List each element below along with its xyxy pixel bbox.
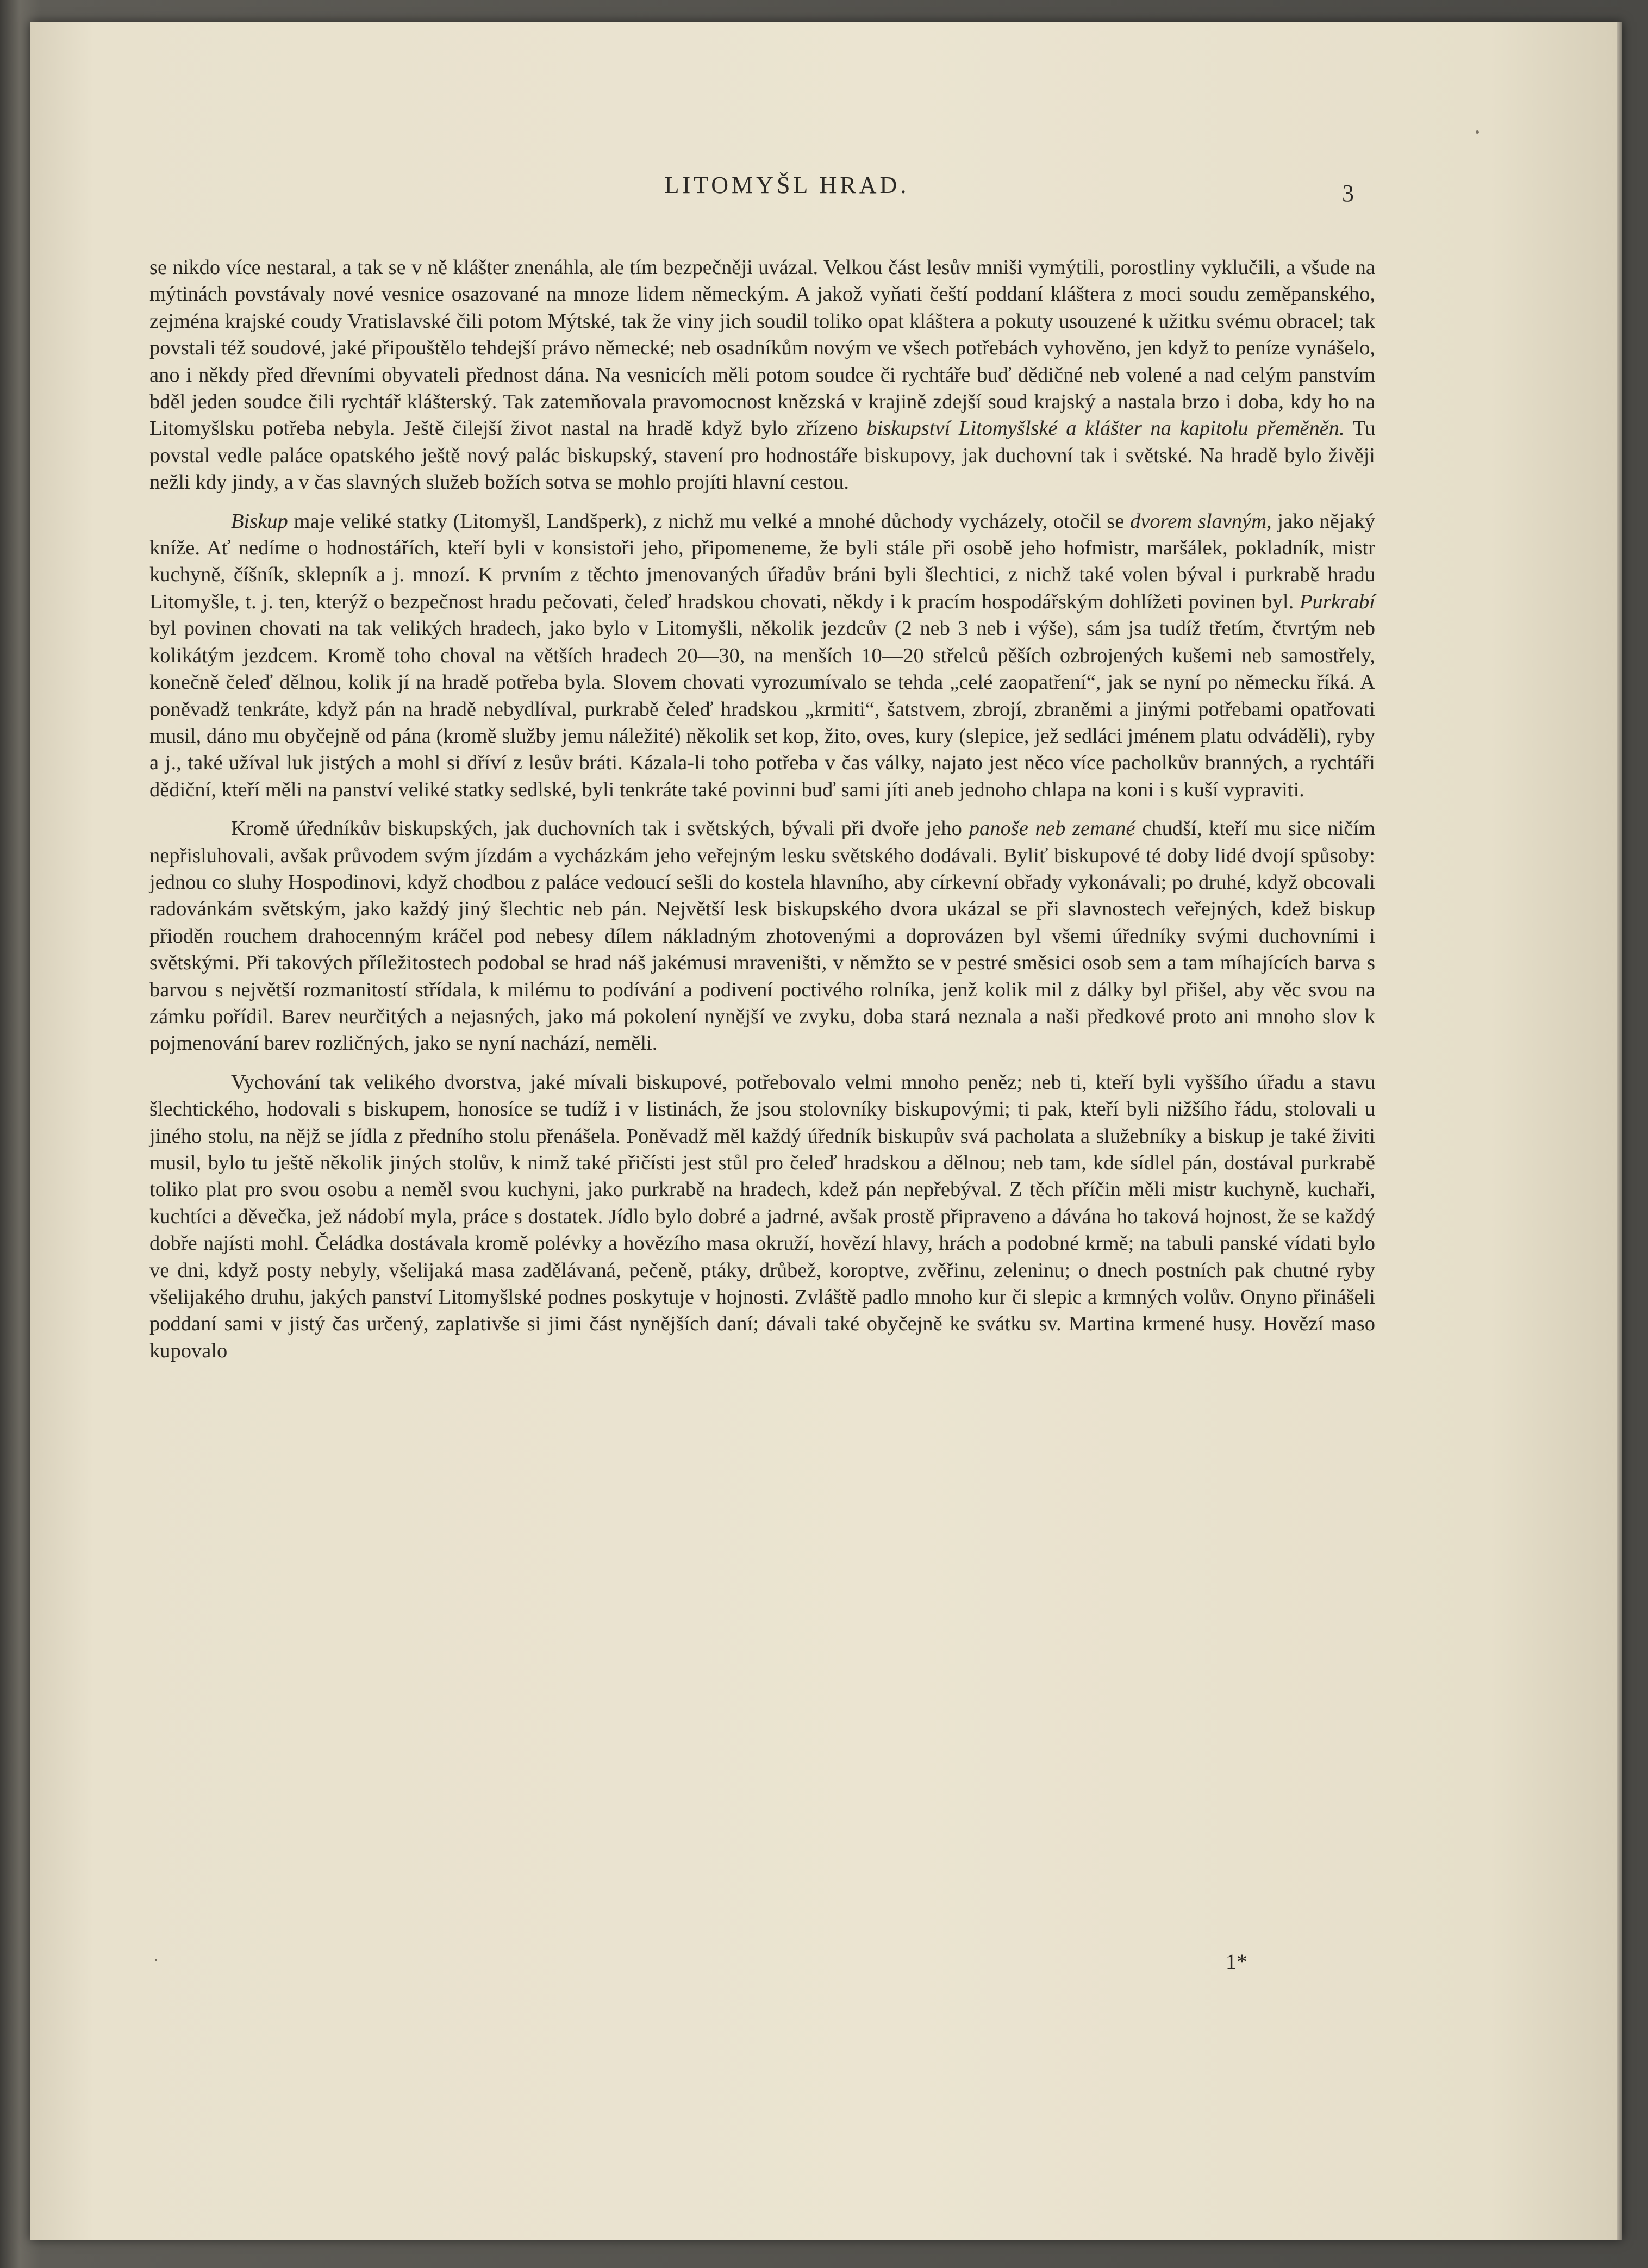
page-edge: [1617, 22, 1622, 2240]
paragraph: [149, 508, 1375, 803]
paragraph: [149, 1069, 1375, 1364]
text-run: byl povinen chovati na tak velikých hradech, jako bylo v Litomyšli, několik jezdcův (2 neb 3 neb i výše), sám jsa tudíž třetím, čtvrtým neb kolikátým jezdcem. Kromě toho choval na větších hradech 20—30, na menších 10—20 střelců pěších ozbrojených kušemi neb samostřely, konečně čeleď dělnou, kolik jí na hradě potřeba byla. Slovem chovati vyrozumívalo se tehda „celé zaopatření“, jak se nyní po německu říká. A poněvadž tenkráte, když pán na hradě nebydlíval, purkrabě čeleď hradskou „krmiti“, šatstvem, zbrojí, zbraněmi a jinými potřebami opatřovati musil, dáno mu obyčejně od pána (kromě služby jemu náležité) několik set kop, žito, oves, kury (slepice, jež sedláci jménem platu odváděli), ryby a j., také užíval luk jistých a mohl si dříví z lesův bráti. Kázala-li toho potřeba v čas války, najato jest něco více pacholkův branných, a rychtáři dědiční, kteří měli na panství veliké statky sedlské, byli tenkráte také povinni buď sami jíti aneb jednoho chlapa na koni i s kuší vypraviti.: [149, 617, 1375, 801]
page-number: 3: [1342, 180, 1354, 207]
text-run: jako nějaký kníže. Ať nedíme o hodnostářích, kteří byli v konsistoři jeho, připomeneme, že byli stále při osobě jeho hofmistr, maršálek, pokladník, mistr kuchyně, číšník, sklepník a j. mnozí. K prvním z těchto jmenovaných úřadův bráni byli šlechtici, z nichž také volen býval i purkrabě hradu Litomyšle, t. j. ten, kterýž o bezpečnost hradu pečovati, čeleď hradskou chovati, někdy i k pracím hospodářským dohlížeti povinen byl.: [149, 509, 1375, 613]
italic-run: Purkrabí: [1299, 590, 1375, 613]
italic-run: dvorem slavným,: [1130, 509, 1272, 533]
text-run: chudší, kteří mu sice ničím nepřisluhovali, avšak průvodem svým jízdám a vycházkám jeho veřejným lesku světského dodávali. Byliť biskupové té doby lidé dvojí spůsoby: jednou co sluhy Hospodinovi, když chodbou z paláce vedoucí sešli do kostela hlavního, aby církevní obřady vykonávali; po druhé, když obcovali radovánkám světským, jako každý jiný šlechtic neb pán. Největší lesk biskupského dvora ukázal se při slavnostech veřejných, kdež biskup přioděn rouchem drahocenným kráčel pod nebesy dílem nákladným zhotovenými a doprovázen byl všemi úředníky svými duchovními i světskými. Při takových příležitostech podobal se hrad náš jakémusi mraveništi, v němžto se v pestré směsici osob sem a tam míhajících barva s barvou s největší rozmanitostí střídala, k milému to podívání a podivení poctivého rolníka, jenž kolik mil z dálky byl přišel, aby věc svou na zámku pořídil. Barev neurčitých a nejasných, jako má pokolení nynější ve zvyku, doba stará neznala a naši předkové proto ani mnoho slov k pojmenování barev rozličných, jako se nyní nachází, neměli.: [149, 817, 1376, 1055]
text-run: maje veliké statky (Litomyšl, Landšperk), z nichž mu velké a mnohé důchody vycházely, otočil se: [288, 509, 1131, 533]
text-run: Vychování tak velikého dvorstva, jaké mívali biskupové, potřebovalo velmi mnoho peněz; neb ti, kteří byli vyššího úřadu a stavu šlechtického, hodovali s biskupem, honosíce se tudíž i v listinách, že jsou stolovníky biskupovými; ti pak, kteří byli nižšího řádu, stolovali u jiného stolu, na nějž se jídla z předního stolu přenášela. Poněvadž měl každý úředník biskupův svá pacholata a služebníky a biskup je také živiti musil, bylo tu ještě několik jiných stolův, k nimž také přičísti jest stůl pro čeleď hradskou a dělnou; neb tam, kde sídlel pán, dostával purkrabě toliko plat pro svou osobu a neměl svou kuchyni, jako purkrabě na hradech, kdež pán nepřebýval. Z těch příčin měli mistr kuchyně, kuchaři, kuchtíci a děvečka, jež nádobí myla, práce s dostatek. Jídlo bylo dobré a jadrné, avšak prostě připraveno a dávána ho taková hojnost, že se každý dobře najísti mohl. Čeládka dostávala kromě polévky a hovězího masa okruží, hovězí hlavy, hrách a podobné krmě; na tabuli panské vídati bylo ve dni, když posty nebyly, všelijaká masa zadělávaná, pečeně, ptáky, drůbež, koroptve, zvěřinu, zeleninu; o dnech postních pak chutné ryby všelijakého druhu, jakých panství Litomyšlské podnes poskytuje v hojnosti. Zvláště padlo mnoho kur či slepic a krmných volův. Onyno přinášeli poddaní sami v jistý čas určený, zaplativše si jimi část nynějších daní; dávali také obyčejně ke svátku sv. Martina krmené husy. Hovězí maso kupovalo: [149, 1070, 1375, 1362]
text-run: Tu povstal vedle paláce opatského ještě nový palác biskupský, stavení pro hodnostáře biskupovy, jak duchovní tak i světské. Na hradě bylo živěji nežli kdy jindy, a v čas slavných služeb božích sotva se mohlo projíti hlavní cestou.: [149, 417, 1375, 494]
text-run: se nikdo více nestaral, a tak se v ně klášter znenáhla, ale tím bezpečněji uvázal. Velkou část lesův mniši vymýtili, porostliny vyklučili, a všude na mýtinách povstávaly nové vesnice osazované na mnoze lidem německým. A jakož vyňati čeští poddaní kláštera z moci soudu zeměpanského, zejména krajské coudy Vratislavské čili potom Mýtské, tak že viny jich soudil toliko opat kláštera a pokuty usouzené k užitku svému obracel; tak povstali též soudové, jaké připouštělo tehdejší právo německé; neb osadníkům novým ve všech potřebách vyhověno, jen když to peníze vynášelo, ano i někdy před dřevními obyvateli přednost dána. Na vesnicích měli potom soudce či rychtáře buď dědičné neb volené a nad celým panstvím bděl jeden soudce čili rychtář klášterský. Tak zatemňovala pravomocnost knězská v krajině zdejší soud krajský a nastala brzo i doba, kdy ho na Litomyšlsku potřeba nebyla. Ještě čilejší život nastal na hradě když bylo zřízeno: [149, 256, 1375, 440]
italic-run: biskupství Litomyšlské a klášter na kapitolu přeměněn.: [866, 417, 1345, 440]
paper-speck: [155, 1959, 157, 1961]
paragraph: [149, 254, 1375, 496]
signature-mark: 1*: [1226, 1949, 1247, 1974]
body-text: [149, 254, 1375, 1364]
italic-run: Biskup: [231, 509, 288, 533]
italic-run: panoše neb zemané: [969, 817, 1135, 840]
running-title: LITOMYŠL HRAD.: [664, 172, 910, 198]
text-run: Kromě úředníkův biskupských, jak duchovních tak i světských, bývali při dvoře jeho: [231, 817, 969, 840]
paragraph: [149, 815, 1375, 1057]
paper-speck: [1476, 130, 1479, 134]
